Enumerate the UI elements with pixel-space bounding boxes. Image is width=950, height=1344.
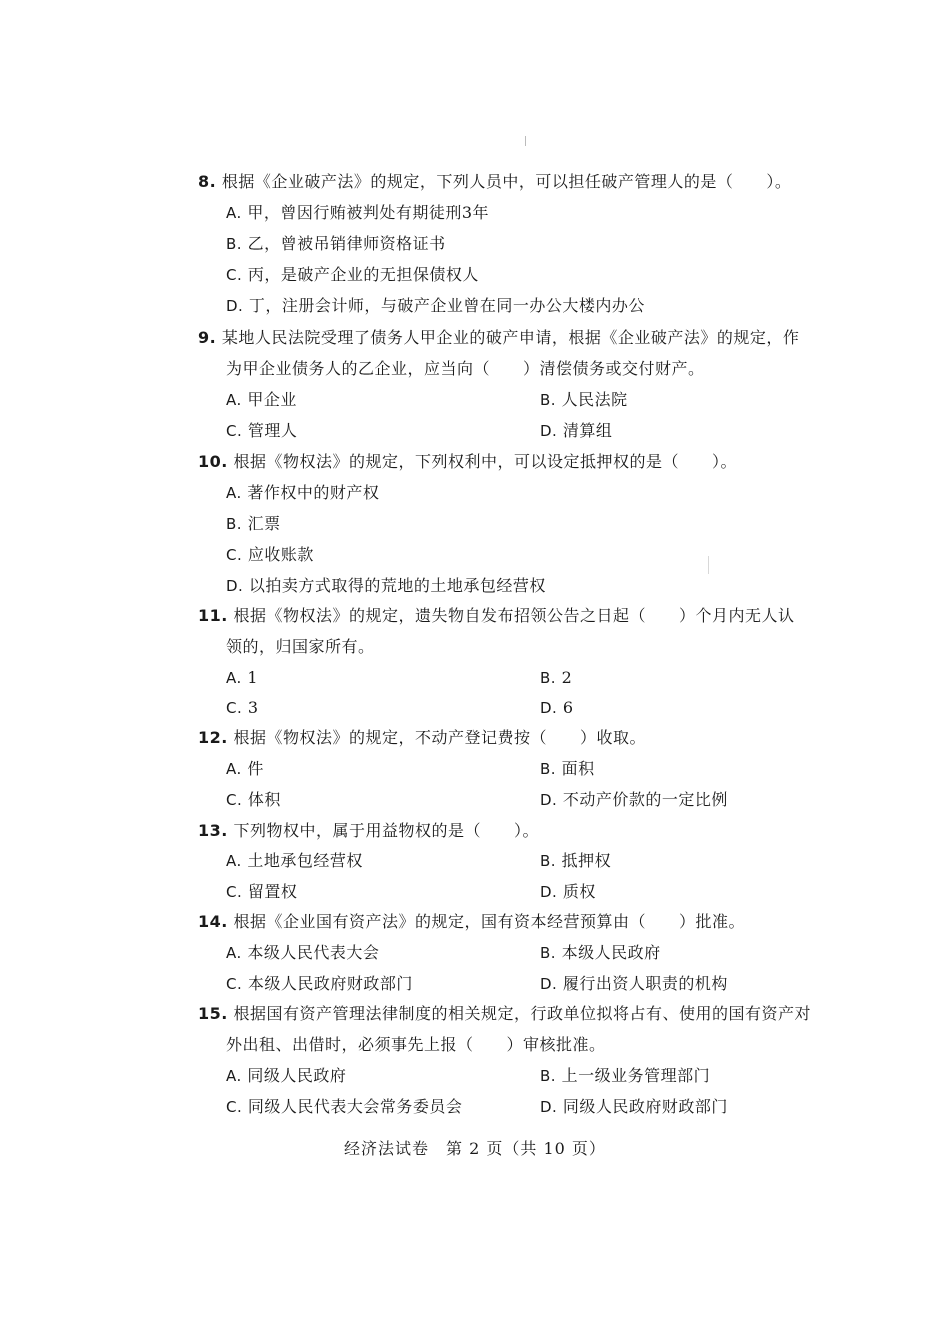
option-11a xyxy=(226,662,258,694)
option-9c xyxy=(226,415,297,447)
option-letter: C. xyxy=(226,1098,243,1116)
option-12b xyxy=(540,753,595,785)
option-text: 土地承包经营权 xyxy=(247,851,363,870)
option-letter: C. xyxy=(226,422,243,440)
option-text: 上一级业务管理部门 xyxy=(561,1066,711,1085)
option-letter: B. xyxy=(226,235,243,253)
option-letter: D. xyxy=(226,577,244,595)
option-text: 本级人民政府财政部门 xyxy=(247,974,413,993)
scan-speck xyxy=(525,136,526,146)
option-letter: C. xyxy=(226,791,243,809)
option-letter: A. xyxy=(226,669,242,687)
question-8 xyxy=(198,166,838,197)
option-letter: A. xyxy=(226,484,242,502)
option-text: 著作权中的财产权 xyxy=(247,483,380,502)
question-number: 11. xyxy=(198,606,228,625)
option-text: 同级人民政府 xyxy=(247,1066,347,1085)
question-stem: 根据《物权法》的规定，下列权利中，可以设定抵押权的是（ ）。 xyxy=(233,452,737,471)
option-8d xyxy=(226,290,645,322)
question-stem-continued: 外出租、出借时，必须事先上报（ ）审核批准。 xyxy=(226,1035,606,1054)
option-letter: C. xyxy=(226,266,243,284)
question-stem-continued: 领的，归国家所有。 xyxy=(226,637,375,656)
option-15b xyxy=(540,1060,710,1092)
option-letter: A. xyxy=(226,1067,242,1085)
question-number: 9. xyxy=(198,328,217,347)
option-letter: D. xyxy=(540,1098,558,1116)
option-10d xyxy=(226,570,546,602)
option-letter: B. xyxy=(540,391,557,409)
question-10 xyxy=(198,446,838,477)
option-letter: B. xyxy=(540,944,557,962)
option-text: 质权 xyxy=(562,882,596,901)
option-10c xyxy=(226,539,314,571)
question-13 xyxy=(198,815,838,846)
option-11b xyxy=(540,662,572,694)
question-15 xyxy=(198,998,838,1060)
option-text: 甲企业 xyxy=(247,390,297,409)
option-13a xyxy=(226,845,363,877)
option-text: 汇票 xyxy=(247,514,281,533)
option-letter: D. xyxy=(540,699,558,717)
question-number: 13. xyxy=(198,821,228,840)
option-text: 人民法院 xyxy=(561,390,628,409)
option-14a xyxy=(226,937,379,969)
option-14d xyxy=(540,968,728,1000)
question-stem: 根据《物权法》的规定，遗失物自发布招领公告之日起（ ）个月内无人认 xyxy=(233,606,795,625)
option-text: 本级人民政府 xyxy=(561,943,661,962)
option-letter: C. xyxy=(226,699,243,717)
option-12a xyxy=(226,753,264,785)
option-letter: D. xyxy=(540,791,558,809)
option-13b xyxy=(540,845,611,877)
option-text: 乙，曾被吊销律师资格证书 xyxy=(247,234,446,253)
option-11d xyxy=(540,692,574,724)
option-12c xyxy=(226,784,281,816)
option-letter: D. xyxy=(226,297,244,315)
question-stem: 根据《企业国有资产法》的规定，国有资本经营预算由（ ）批准。 xyxy=(233,912,745,931)
option-text: 留置权 xyxy=(247,882,298,901)
option-text: 以拍卖方式取得的荒地的土地承包经营权 xyxy=(248,576,546,595)
option-letter: B. xyxy=(540,852,557,870)
option-text: 本级人民代表大会 xyxy=(247,943,380,962)
option-10b xyxy=(226,508,281,540)
option-letter: C. xyxy=(226,975,243,993)
question-12 xyxy=(198,722,838,753)
question-stem: 下列物权中，属于用益物权的是（ ）。 xyxy=(233,821,539,840)
option-text: 2 xyxy=(561,668,573,687)
option-letter: A. xyxy=(226,391,242,409)
option-13d xyxy=(540,876,596,908)
option-12d xyxy=(540,784,728,816)
option-text: 甲，曾因行贿被判处有期徒刑3年 xyxy=(247,203,490,222)
option-8a xyxy=(226,197,489,229)
option-text: 抵押权 xyxy=(561,851,612,870)
question-stem-continued: 为甲企业债务人的乙企业，应当向（ ）清偿债务或交付财产。 xyxy=(226,359,705,378)
option-text: 应收账款 xyxy=(247,545,314,564)
option-15c xyxy=(226,1091,462,1123)
option-letter: B. xyxy=(540,1067,557,1085)
option-14c xyxy=(226,968,413,1000)
question-stem: 根据《物权法》的规定，不动产登记费按（ ）收取。 xyxy=(233,728,646,747)
question-number: 15. xyxy=(198,1004,228,1023)
question-14 xyxy=(198,906,838,937)
option-9b xyxy=(540,384,628,416)
option-11c xyxy=(226,692,259,724)
option-9a xyxy=(226,384,297,416)
option-letter: B. xyxy=(226,515,243,533)
option-text: 不动产价款的一定比例 xyxy=(562,790,728,809)
option-8b xyxy=(226,228,446,260)
option-text: 1 xyxy=(247,668,259,687)
option-text: 件 xyxy=(247,759,264,778)
question-number: 12. xyxy=(198,728,228,747)
question-11 xyxy=(198,600,838,662)
option-15a xyxy=(226,1060,346,1092)
option-letter: A. xyxy=(226,204,242,222)
option-letter: B. xyxy=(540,760,557,778)
option-14b xyxy=(540,937,661,969)
question-stem: 根据国有资产管理法律制度的相关规定，行政单位拟将占有、使用的国有资产对 xyxy=(233,1004,811,1023)
option-letter: B. xyxy=(540,669,557,687)
option-text: 丙，是破产企业的无担保债权人 xyxy=(247,265,479,284)
option-13c xyxy=(226,876,297,908)
option-letter: D. xyxy=(540,975,558,993)
option-text: 同级人民政府财政部门 xyxy=(562,1097,728,1116)
option-text: 面积 xyxy=(561,759,595,778)
option-8c xyxy=(226,259,479,291)
option-10a xyxy=(226,477,379,509)
question-stem: 某地人民法院受理了债务人甲企业的破产申请，根据《企业破产法》的规定，作 xyxy=(221,328,800,347)
question-9 xyxy=(198,322,838,384)
option-letter: C. xyxy=(226,883,243,901)
option-text: 体积 xyxy=(247,790,281,809)
question-number: 10. xyxy=(198,452,228,471)
option-text: 清算组 xyxy=(562,421,613,440)
option-text: 6 xyxy=(562,698,574,717)
option-text: 同级人民代表大会常务委员会 xyxy=(247,1097,463,1116)
option-letter: A. xyxy=(226,852,242,870)
option-text: 管理人 xyxy=(247,421,298,440)
page-footer: 经济法试卷 第 2 页（共 10 页） xyxy=(344,1139,606,1158)
option-letter: A. xyxy=(226,760,242,778)
option-15d xyxy=(540,1091,728,1123)
option-9d xyxy=(540,415,612,447)
question-number: 8. xyxy=(198,172,217,191)
scan-speck xyxy=(708,556,709,574)
option-letter: D. xyxy=(540,883,558,901)
question-number: 14. xyxy=(198,912,228,931)
option-text: 履行出资人职责的机构 xyxy=(562,974,728,993)
option-letter: D. xyxy=(540,422,558,440)
option-letter: C. xyxy=(226,546,243,564)
option-text: 丁，注册会计师，与破产企业曾在同一办公大楼内办公 xyxy=(248,296,645,315)
option-text: 3 xyxy=(247,698,259,717)
question-stem: 根据《企业破产法》的规定，下列人员中，可以担任破产管理人的是（ ）。 xyxy=(221,172,792,191)
option-letter: A. xyxy=(226,944,242,962)
